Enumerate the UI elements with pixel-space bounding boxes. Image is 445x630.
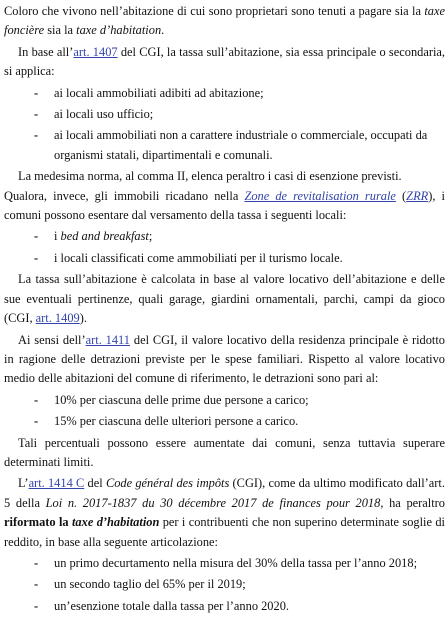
text: ), i comuni possono esentare dal versamento della tassa i seguenti locali: [4, 188, 445, 223]
applicability-list [4, 84, 445, 166]
list-item: - i locali classificati come ammobiliati per il turismo locale. [4, 249, 445, 268]
text: L’ [18, 476, 29, 491]
list-item: - ai locali uso ufficio; [4, 105, 445, 124]
text: ). [79, 311, 87, 326]
list-item: - 10% per ciascuna delle prime due persone a carico; [4, 391, 445, 410]
link-zrr[interactable]: Zone de revitalisation rurale [244, 188, 396, 203]
text: ( [395, 188, 407, 203]
intro-paragraph [4, 2, 445, 41]
text: del [84, 476, 106, 491]
list-item: - un primo decurtamento nella misura del 30% della tassa per l’anno 2018; [4, 554, 445, 573]
reform-list [4, 554, 445, 616]
text: . [161, 23, 165, 38]
deductions-list [4, 391, 445, 432]
link-art-1409[interactable]: art. 1409 [35, 311, 80, 326]
term-taxe-fonciere: taxe foncière [4, 4, 445, 38]
list-item: - ai locali ammobiliati adibiti ad abitazione; [4, 84, 445, 103]
text: La tassa sull’abitazione è calcolata in base al valore locativo dell’abitazione e delle sue eventuali pertinenze, quali garage, giardini ornamentali, parchi, campi da gioco (CGI, [4, 272, 445, 326]
term-loi-finances: Loi n. 2017-1837 du 30 décembre 2017 de finances pour 2018 [45, 495, 381, 510]
art-1407-paragraph [4, 43, 445, 82]
list-item: - un secondo taglio del 65% per il 2019; [4, 575, 445, 594]
term-code-general: Code général des impôts [105, 476, 230, 491]
rental-value-paragraph [4, 270, 445, 328]
text: ; [148, 229, 153, 244]
term-taxe-habitation: taxe d’habitation [76, 23, 162, 38]
list-item [4, 227, 445, 246]
link-zrr-abbr[interactable]: ZRR [406, 188, 429, 203]
text: (CGI), come da ultimo modificato dall’art. 5 della [4, 476, 445, 510]
term-taxe-habitation-bold: taxe d’habitation [71, 515, 160, 530]
exemption-paragraph: La medesima norma, al comma II, elenca peraltro i casi di esenzione previsti. [18, 169, 402, 184]
art-1411-paragraph [4, 331, 445, 389]
art-1414c-paragraph [4, 474, 445, 552]
list-item: - un’esenzione totale dalla tassa per l’anno 2020. [4, 597, 445, 616]
zrr-exempt-list [4, 227, 445, 268]
text: Coloro che vivono nell’abitazione di cui sono proprietari sono tenuti a pagare sia la [4, 4, 425, 18]
text: sia la [44, 23, 77, 38]
text: In base all’ [18, 44, 74, 59]
text: Qualora, invece, gli immobili ricadano nella [4, 188, 245, 203]
list-item: - ai locali ammobiliati non a carattere industriale o commerciale, occupati da organismi statali, dipartimentali e comunali. [4, 126, 445, 165]
bold-text: riformato la [4, 515, 72, 530]
text: i [54, 229, 61, 244]
text: per i contribuenti che non superino determinate soglie di reddito, in base alla seguente articolazione: [4, 515, 445, 549]
term-bed-and-breakfast: bed and breakfast [60, 229, 149, 244]
text: del CGI, la tassa sull’abitazione, sia essa principale o secondaria, si applica: [4, 44, 445, 79]
zrr-paragraph [4, 187, 445, 226]
link-art-1411[interactable]: art. 1411 [85, 332, 130, 347]
link-art-1414c[interactable]: art. 1414 C [28, 476, 85, 491]
text: del CGI, il valore locativo della residenza principale è ridotto in ragione delle detrazioni previste per le spese familiari. Rispetto al valore locativo medio delle abitazioni del comune di riferimento, le detrazioni sono pari al: [4, 332, 445, 386]
list-item: - 15% per ciascuna delle ulteriori persone a carico. [4, 412, 445, 431]
text: Ai sensi dell’ [18, 332, 86, 347]
limits-paragraph: Tali percentuali possono essere aumentate dai comuni, senza tuttavia superare determinati limiti. [4, 435, 445, 469]
text: , ha peraltro [380, 495, 445, 510]
link-art-1407[interactable]: art. 1407 [73, 44, 118, 59]
